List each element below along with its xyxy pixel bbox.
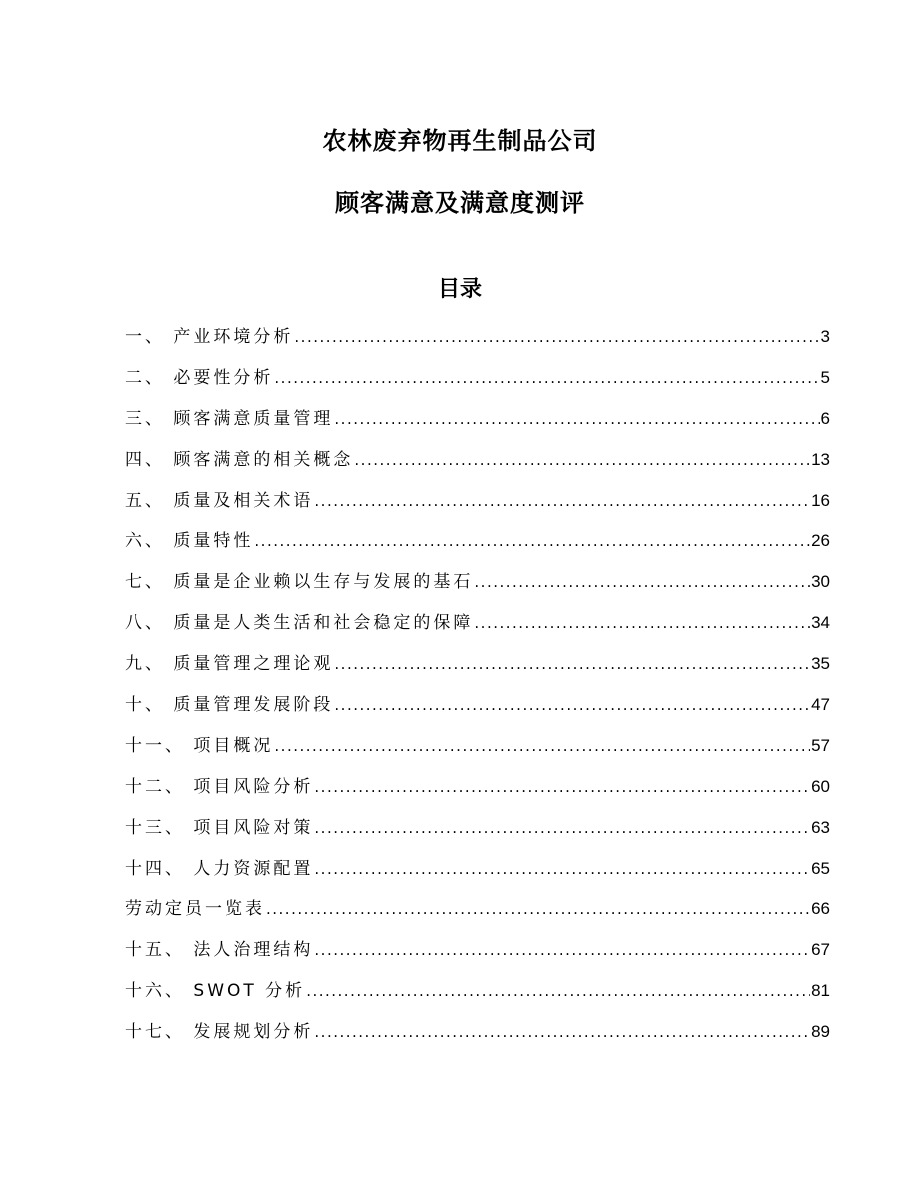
toc-entry-page[interactable]: 35 — [811, 654, 830, 674]
toc-entry[interactable] — [125, 813, 830, 854]
toc-dot-leader — [274, 363, 819, 393]
toc-dot-leader — [334, 690, 810, 720]
toc-entry-page[interactable]: 6 — [820, 408, 830, 428]
toc-dot-leader — [306, 976, 810, 1006]
toc-entry-page[interactable]: 66 — [811, 899, 830, 919]
toc-dot-leader — [334, 404, 819, 434]
toc-dot-leader — [474, 608, 810, 638]
toc-entry[interactable] — [125, 935, 830, 976]
toc-heading: 目录 — [437, 277, 482, 302]
toc-entry-label[interactable]: 七、 质量是企业赖以生存与发展的基石 — [125, 572, 474, 593]
toc-dot-leader — [314, 486, 810, 516]
toc-entry-page[interactable]: 67 — [811, 940, 830, 960]
toc-dot-leader — [254, 526, 810, 556]
toc-entry-page[interactable]: 89 — [811, 1022, 830, 1042]
toc-entry-label[interactable]: 六、 质量特性 — [125, 531, 254, 552]
document-title-line1: 农林废弃物再生制品公司 — [322, 127, 598, 155]
toc-entry[interactable] — [125, 894, 830, 935]
toc-entry[interactable] — [125, 649, 830, 690]
toc-entry-label[interactable]: 劳动定员一览表 — [125, 899, 265, 920]
toc-entry-page[interactable]: 60 — [811, 776, 830, 796]
toc-entry-label[interactable]: 十二、 项目风险分析 — [125, 776, 314, 797]
toc-entry[interactable] — [125, 363, 830, 404]
toc-dot-leader — [314, 935, 810, 965]
toc-entry-page[interactable]: 34 — [811, 613, 830, 633]
toc-entry[interactable] — [125, 404, 830, 445]
toc-entry-label[interactable]: 五、 质量及相关术语 — [125, 490, 314, 511]
toc-entry[interactable] — [125, 976, 830, 1017]
toc-entry[interactable] — [125, 731, 830, 772]
toc-entry[interactable] — [125, 322, 830, 363]
toc-dot-leader — [314, 772, 810, 802]
toc-entry-page[interactable]: 16 — [811, 490, 830, 510]
toc-entry[interactable] — [125, 526, 830, 567]
toc-entry-page[interactable]: 63 — [811, 817, 830, 837]
toc-entry-label[interactable]: 十五、 法人治理结构 — [125, 940, 314, 961]
document-title-line2: 顾客满意及满意度测评 — [335, 189, 585, 217]
toc-entry[interactable] — [125, 854, 830, 895]
toc-entry-label[interactable]: 十四、 人力资源配置 — [125, 858, 314, 879]
toc-entry[interactable] — [125, 486, 830, 527]
toc-entry-label[interactable]: 三、 顾客满意质量管理 — [125, 408, 334, 429]
table-of-contents — [125, 322, 830, 1058]
toc-entry-label[interactable]: 十、 质量管理发展阶段 — [125, 695, 334, 716]
toc-entry-page[interactable]: 30 — [811, 572, 830, 592]
toc-entry[interactable] — [125, 690, 830, 731]
toc-entry-label[interactable]: 十三、 项目风险对策 — [125, 817, 314, 838]
toc-dot-leader — [314, 813, 810, 843]
toc-entry-label[interactable]: 九、 质量管理之理论观 — [125, 654, 334, 675]
toc-entry[interactable] — [125, 772, 830, 813]
toc-entry-label[interactable]: 二、 必要性分析 — [125, 367, 274, 388]
toc-dot-leader — [354, 445, 810, 475]
toc-entry[interactable] — [125, 445, 830, 486]
toc-dot-leader — [474, 567, 810, 597]
toc-dot-leader — [314, 854, 810, 884]
toc-dot-leader — [266, 894, 810, 924]
toc-entry[interactable] — [125, 567, 830, 608]
toc-entry-page[interactable]: 81 — [811, 981, 830, 1001]
toc-dot-leader — [274, 731, 810, 761]
toc-entry-label[interactable]: 八、 质量是人类生活和社会稳定的保障 — [125, 613, 474, 634]
toc-dot-leader — [294, 322, 819, 352]
toc-entry-label[interactable]: 十一、 项目概况 — [125, 735, 274, 756]
toc-entry-page[interactable]: 5 — [820, 367, 830, 387]
toc-dot-leader — [334, 649, 810, 679]
toc-entry-page[interactable]: 47 — [811, 695, 830, 715]
toc-entry[interactable] — [125, 1017, 830, 1058]
toc-dot-leader — [314, 1017, 810, 1047]
toc-entry-page[interactable]: 26 — [811, 531, 830, 551]
toc-entry-label[interactable]: 四、 顾客满意的相关概念 — [125, 449, 354, 470]
toc-entry-label[interactable]: 十六、 SWOT 分析 — [125, 981, 306, 1002]
toc-entry-page[interactable]: 13 — [811, 449, 830, 469]
toc-entry-page[interactable]: 57 — [811, 735, 830, 755]
toc-entry-page[interactable]: 3 — [820, 327, 830, 346]
toc-entry[interactable] — [125, 608, 830, 649]
toc-entry-page[interactable]: 65 — [811, 858, 830, 878]
toc-entry-label[interactable]: 十七、 发展规划分析 — [125, 1022, 314, 1043]
toc-entry-label[interactable]: 一、 产业环境分析 — [125, 327, 294, 347]
